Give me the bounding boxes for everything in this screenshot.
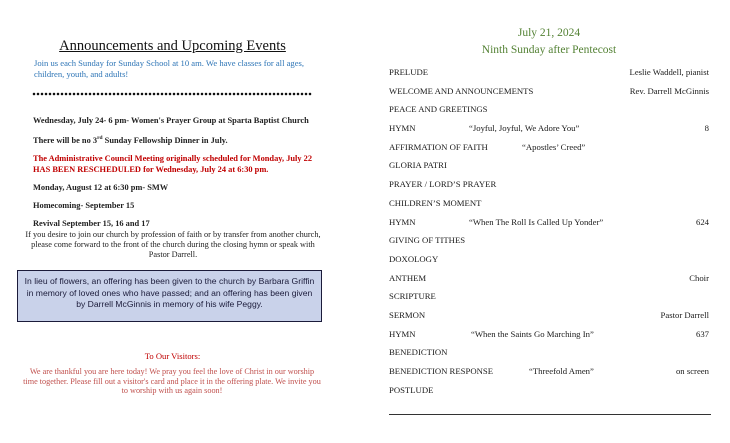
join-church-note: If you desire to join our church by profession of faith or by transfer from another church, please come forward to the front of the church during the closing hymn or speak with Pastor Darrell.: [25, 230, 321, 259]
worship-row: SCRIPTURE: [389, 291, 436, 302]
worship-row: HYMN “When the Saints Go Marching In” 637: [389, 328, 709, 339]
worship-row: PRELUDE Leslie Waddell, pianist: [389, 67, 709, 77]
dotted-divider: [32, 92, 312, 96]
worship-row: GIVING OF TITHES: [389, 235, 466, 246]
event-item: Wednesday, July 24- 6 pm- Women's Prayer Group at Sparta Baptist Church: [33, 116, 309, 125]
worship-row: CHILDREN’S MOMENT: [389, 197, 482, 208]
announcements-title: Announcements and Upcoming Events: [59, 38, 286, 54]
worship-row: PEACE AND GREETINGS: [389, 104, 488, 115]
worship-row: DOXOLOGY: [389, 253, 439, 264]
worship-row: BENEDICTION RESPONSE “Threefold Amen” on screen: [389, 366, 709, 376]
event-item: Monday, August 12 at 6:30 pm- SMW: [33, 182, 169, 192]
worship-row: WELCOME AND ANNOUNCEMENTS Rev. Darrell McGinnis: [389, 85, 709, 96]
order-of-worship: [389, 66, 709, 402]
worship-row: PRAYER / LORD’S PRAYER: [389, 179, 497, 190]
worship-row: POSTLUDE: [389, 384, 434, 395]
worship-row: HYMN “Joyful, Joyful, We Adore You” 8: [389, 123, 709, 134]
event-item: Homecoming- September 15: [33, 200, 135, 210]
event-item: There will be no 3rd Sunday Fellowship Dinner in July.: [33, 135, 228, 145]
bottom-rule: [389, 414, 711, 415]
worship-row: BENEDICTION: [389, 347, 448, 358]
worship-row: ANTHEM Choir: [389, 272, 709, 283]
service-date: July 21, 2024: [517, 27, 581, 39]
visitors-title: To Our Visitors:: [144, 351, 201, 361]
worship-row: SERMON Pastor Darrell: [389, 309, 709, 320]
order-of-worship-panel: [385, 0, 730, 443]
worship-row: HYMN “When The Roll Is Called Up Yonder” 624: [389, 216, 709, 227]
sunday-school-note: Join us each Sunday for Sunday School at 10 am. We have classes for all ages, children, youth, and adults!: [34, 58, 305, 79]
event-item: Revival September 15, 16 and 17: [33, 218, 150, 228]
announcements-panel: [0, 0, 345, 443]
flowers-memorial-box: In lieu of flowers, an offering has been given to the church by Barbara Griffin in memory of loved ones who have passed; and an offering has been given by Darrell McGinnis in memory of his wife Peggy.: [17, 270, 322, 322]
worship-row: AFFIRMATION OF FAITH “Apostles’ Creed”: [389, 141, 586, 152]
events-list: [33, 115, 318, 236]
event-item-rescheduled: The Administrative Council Meeting originally scheduled for Monday, July 22 HAS BEEN RESCHEDULED for Wednesday, July 24 at 6:30 pm.: [33, 153, 313, 174]
liturgical-sunday: Ninth Sunday after Pentecost: [481, 44, 617, 56]
visitors-message: We are thankful you are here today! We pray you feel the love of Christ in our worship time together. Please fill out a visitor's card and place it in the offering plate. We invite you to worship with us again soon!: [23, 367, 321, 396]
worship-row: GLORIA PATRI: [389, 160, 447, 171]
